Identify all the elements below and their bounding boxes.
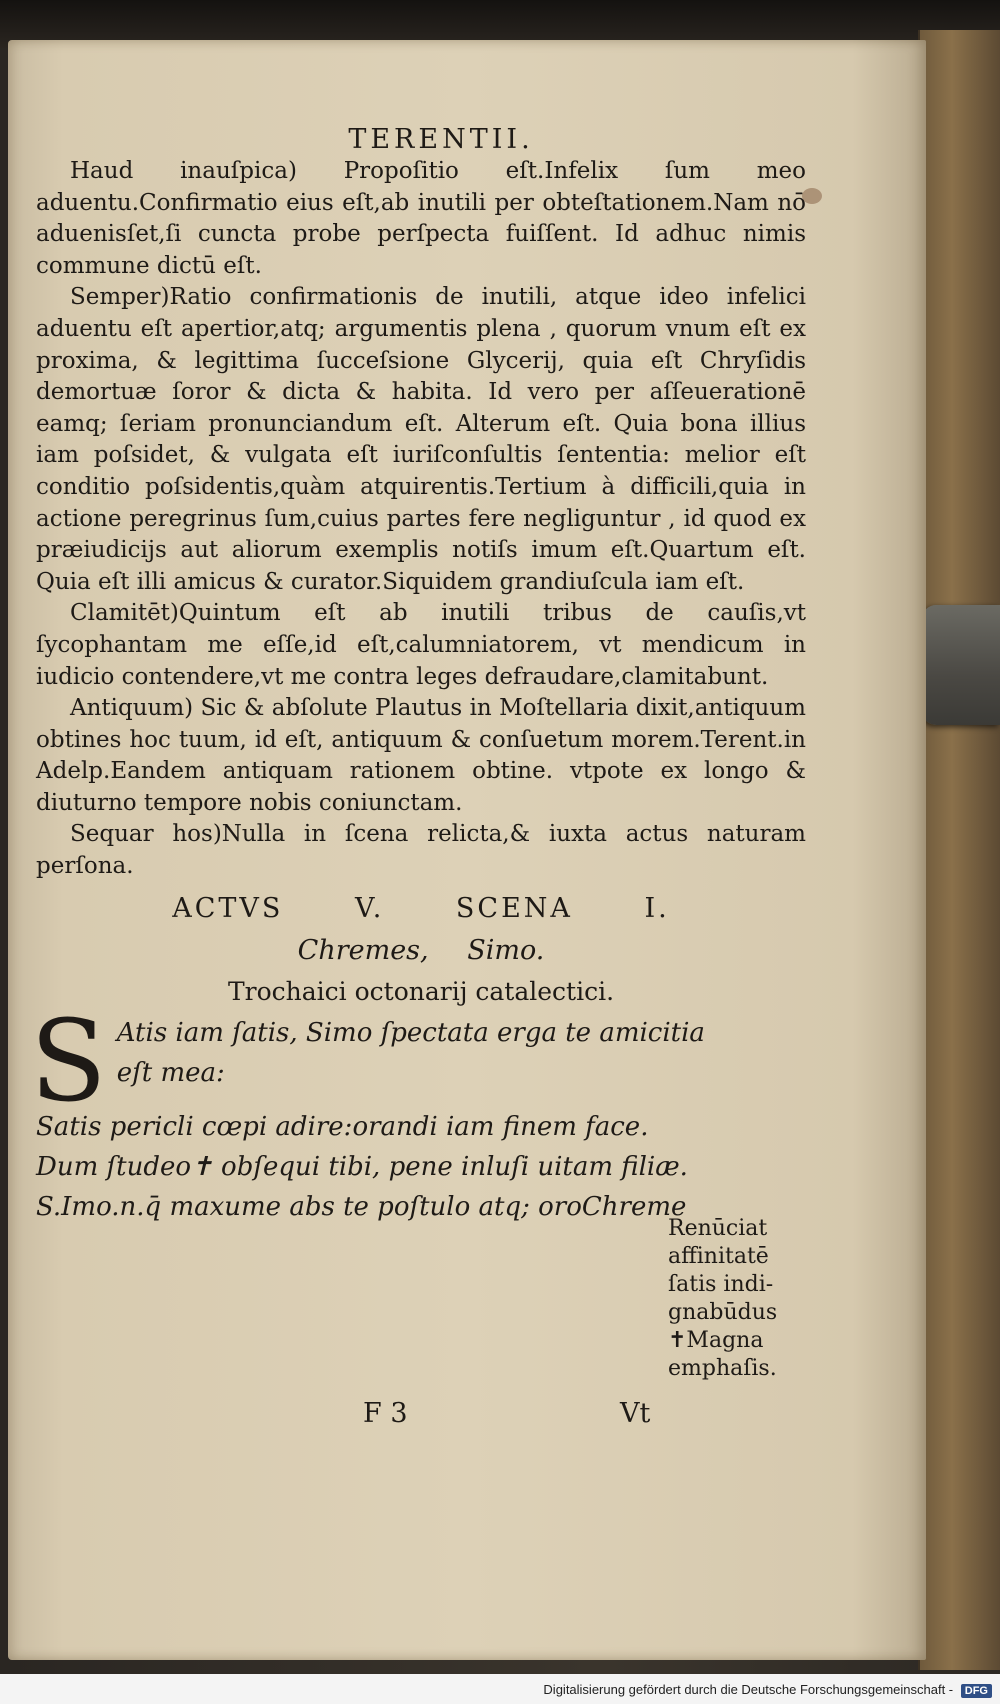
footer-bar [0, 1674, 1000, 1704]
meter-note: Trochaici octonarij catalectici. [227, 976, 615, 1006]
verse-line: Dum ſtudeo✝ obſequi tibi, pene inluſi uitam filiæ. [36, 1151, 688, 1182]
act-scene-heading: ACTVS V. SCENA I. [172, 892, 670, 924]
marginal-note [668, 1215, 818, 1383]
dfg-logo: DFG [961, 1684, 992, 1698]
verse-block [30, 996, 806, 1227]
marginal-note-line: emphaſis. [668, 1356, 777, 1381]
commentary [36, 156, 806, 883]
commentary-paragraph: Semper)Ratio confirmationis de inutili, atque ideo infelici aduentu eſt apertior,atq; argumentis plena , quorum vnum eſt ex proxima, & legittima ſucceſsione Glycerij, quia eſt Chryſidis demortuæ ſoror & dicta & habita. Id vero per aſſeuerationē eamq; ſeriam pronunciandum eſt. Alterum eſt. Quia bona illius iam poſsidet, & vulgata eſt iuriſconſultis ſententia: melior eſt conditio poſsidentis,quàm atquirentis.Tertium à difficili,quia in actione peregrinus ſum,cuius partes fere negliguntur , id quod ex præiudicijs aut aliorum exemplis notiſs imum eſt.Quartum eſt. Quia eſt illi amicus & curator.Siquidem grandiuſcula iam eſt. [36, 284, 806, 595]
marginal-note-line: ✝Magna [668, 1328, 764, 1353]
drop-cap: S [30, 996, 107, 1127]
book-clasp [922, 605, 1000, 725]
signature-mark: F 3 [363, 1398, 408, 1429]
funding-credit [543, 1682, 992, 1698]
verse-line: eſt mea: [116, 1057, 225, 1088]
funding-credit-text: Digitalisierung gefördert durch die Deutsche Forschungsgemeinschaft - [543, 1682, 954, 1697]
speakers: Chremes, Simo. [297, 934, 545, 966]
verse-line: Atis iam ſatis, Simo ſpectata erga te amicitia [116, 1017, 705, 1048]
catchword: Vt [620, 1398, 651, 1429]
commentary-paragraph: Sequar hos)Nulla in ſcena relicta,& iuxta actus naturam perſona. [36, 821, 806, 880]
page-content [30, 124, 806, 1227]
book-page [8, 40, 926, 1660]
running-head: TERENTII. [348, 124, 534, 155]
verse-line: Satis pericli cœpi adire:orandi iam finem face. [36, 1111, 649, 1142]
marginal-note-line: Renūciat [668, 1216, 768, 1241]
commentary-paragraph: Clamitēt)Quintum eſt ab inutili tribus de cauſis,vt ſycophantam me eſſe,id eſt,calumniatorem, vt mendicum in iudicio contendere,vt me contra leges defraudare,clamitabunt. [36, 600, 806, 690]
commentary-paragraph: Antiquum) Sic & abſolute Plautus in Moſtellaria dixit,antiquum obtines hoc tuum, id eſt, antiquum & conſuetum morem.Terent.in Adelp.Eandem antiquam rationem obtine. vtpote ex longo & diuturno tempore nobis coniunctam. [36, 695, 806, 816]
marginal-note-line: gnabūdus [668, 1300, 778, 1325]
book-edge [918, 30, 1000, 1670]
marginal-note-line: ſatis indi- [668, 1272, 774, 1297]
verse-line: S.Imo.n.q̄ maxume abs te poſtulo atq; oroChreme [36, 1191, 687, 1222]
marginal-note-line: affinitatē [668, 1244, 769, 1269]
commentary-paragraph: Haud inauſpica) Propoſitio eſt.Infelix ſum meo aduentu.Confirmatio eius eſt,ab inutili per obteſtationem.Nam nō aduenisſet,ſi cuncta probe perſpecta fuiſſent. Id adhuc nimis commune dictū eſt. [36, 158, 806, 279]
